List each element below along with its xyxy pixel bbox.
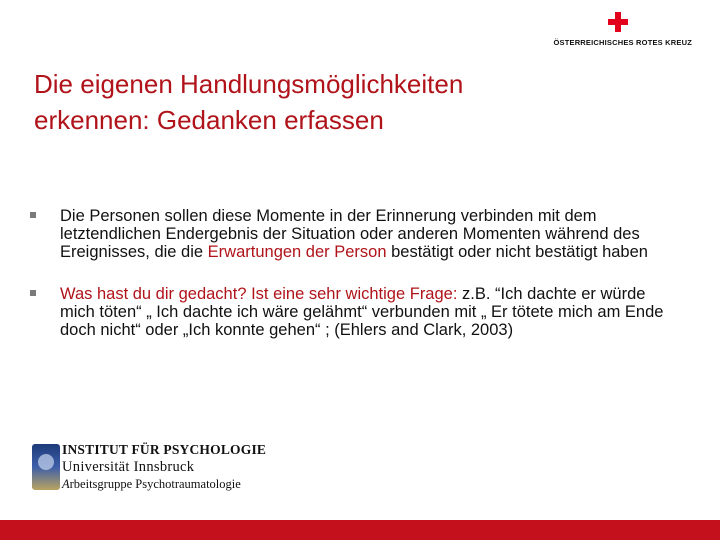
university-seal-icon [32, 444, 60, 490]
red-cross-logo [522, 10, 692, 50]
slide-title-line-1: Die eigenen Handlungsmöglichkeiten [34, 69, 464, 99]
bullet-marker-icon [30, 290, 36, 296]
bullet-list [30, 207, 670, 363]
bullet-item-1 [30, 207, 670, 261]
bullet-marker-icon [30, 212, 36, 218]
organization-name: ÖSTERREICHISCHES ROTES KREUZ [553, 38, 692, 47]
working-group-name: Arbeitsgruppe Psychotraumatologie [62, 477, 241, 491]
university-name: Universität Innsbruck [62, 459, 195, 475]
bullet-item-2 [30, 285, 670, 339]
institute-name: INSTITUT FÜR PSYCHOLOGIE [62, 442, 267, 457]
bullet-2-text: z.B. “Ich dachte er würde mich töten“ „ Ich dachte ich wäre gelähmt“ verbunden mit „ Er tötete mich am Ende doch nicht“ oder „Ich konnte gehen“ ; (Ehlers and Clark, 2003) [60, 285, 664, 339]
slide-title [34, 66, 654, 138]
red-cross-icon [608, 12, 628, 32]
bullet-2-highlight: Was hast du dir gedacht? Ist eine sehr wichtige Frage: [60, 285, 458, 303]
institute-logo [30, 440, 267, 496]
bullet-1-text-end: bestätigt oder nicht bestätigt haben [386, 243, 648, 261]
slide-title-line-2: erkennen: Gedanken erfassen [34, 105, 384, 135]
bullet-1-text: Die Personen sollen diese Momente in der Erinnerung verbinden mit dem letztendlichen Endergebnis der Situation oder anderen Momenten während des Ereignisses, die die [60, 207, 640, 261]
bullet-1-highlight: Erwartungen der Person [207, 243, 387, 261]
bottom-red-bar [0, 520, 720, 540]
